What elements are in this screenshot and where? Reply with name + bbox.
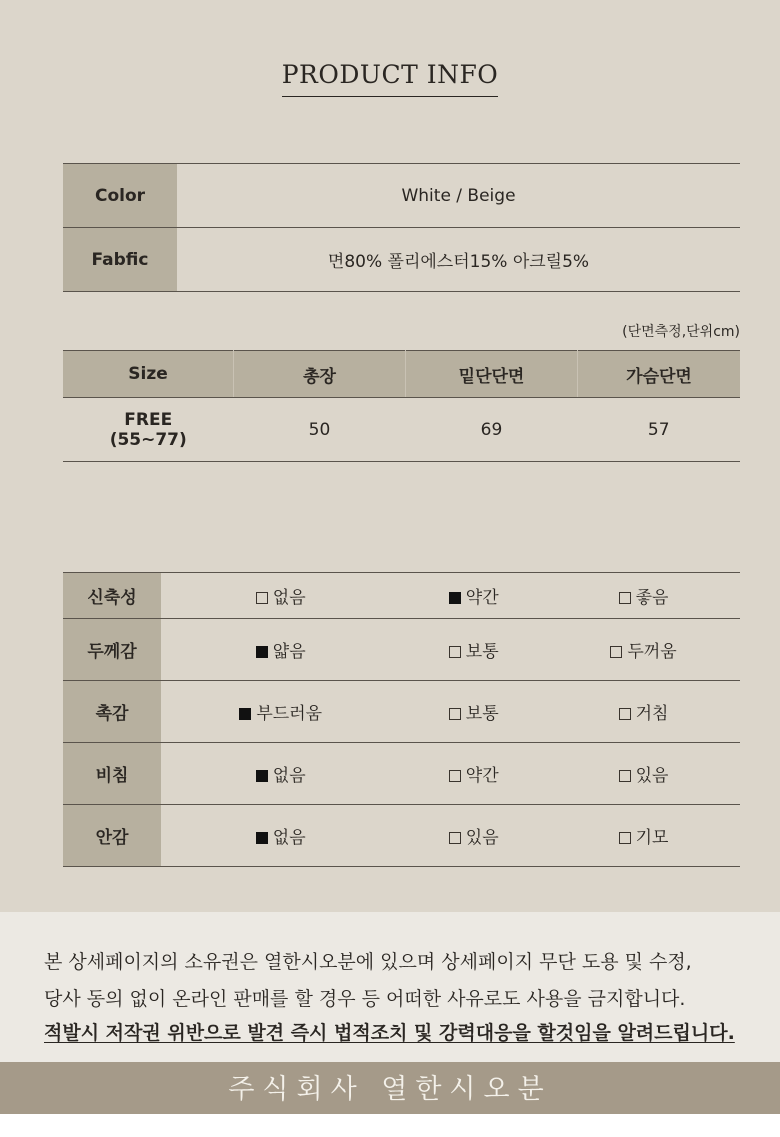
attribute-option [161,573,400,619]
unchecked-box-icon [619,832,631,844]
attribute-option-label: 부드러움 [256,704,323,724]
hem-header: 밑단단면 [406,351,578,398]
unit-note: (단면측정,단위cm) [622,324,740,340]
company-name: 주식회사 열한시오분 [228,1074,552,1105]
total-length-header: 총장 [234,351,406,398]
unchecked-box-icon [619,592,631,604]
unchecked-box-icon [449,708,461,720]
attribute-option [400,743,547,805]
attribute-option [400,681,547,743]
attribute-option [161,743,400,805]
notice-line-3: 적발시 저작권 위반으로 발견 즉시 법적조치 및 강력대응을 할것임을 알려드립니다. [44,1022,735,1044]
attribute-option-label: 있음 [635,766,669,786]
color-label: Color [63,164,177,228]
color-row [63,164,740,228]
attribute-option-label: 없음 [272,588,306,608]
attribute-option-label: 얇음 [272,642,306,662]
attribute-row [63,743,740,805]
attribute-label: 두께감 [63,619,161,681]
attribute-option-label: 없음 [272,828,306,848]
attribute-option-label: 있음 [465,828,499,848]
checked-box-icon [239,708,251,720]
attribute-option-label: 기모 [635,828,669,848]
attribute-label: 촉감 [63,681,161,743]
attribute-option [547,619,740,681]
chest-header: 가슴단면 [578,351,741,398]
attribute-label: 안감 [63,805,161,867]
size-header-row [63,351,740,398]
attribute-option [547,573,740,619]
notice-line-1: 본 상세페이지의 소유권은 열한시오분에 있으며 상세페이지 무단 도용 및 수정, [44,951,692,973]
unchecked-box-icon [449,832,461,844]
notice-line-2: 당사 동의 없이 온라인 판매를 할 경우 등 어떠한 사유로도 사용을 금지합니다. [44,988,686,1010]
attribute-label: 신축성 [63,573,161,619]
attribute-row [63,619,740,681]
unchecked-box-icon [610,646,622,658]
attribute-option [400,573,547,619]
unchecked-box-icon [449,770,461,782]
attribute-option-label: 보통 [465,704,499,724]
page-title: PRODUCT INFO [282,60,499,97]
attribute-option [547,681,740,743]
checked-box-icon [256,770,268,782]
fabric-value: 면80% 폴리에스터15% 아크릴5% [177,228,740,292]
attribute-option-label: 거침 [635,704,669,724]
info-table [63,163,740,292]
attribute-option-label: 보통 [465,642,499,662]
hem-value: 69 [406,398,578,462]
checked-box-icon [256,832,268,844]
attribute-option [161,805,400,867]
checked-box-icon [256,646,268,658]
attribute-option-label: 없음 [272,766,306,786]
fabric-row [63,228,740,292]
attribute-option-label: 좋음 [635,588,669,608]
checked-box-icon [449,592,461,604]
attribute-row [63,805,740,867]
size-name: FREE [124,409,173,430]
unchecked-box-icon [449,646,461,658]
size-row [63,398,740,462]
attribute-table [63,572,740,867]
size-range: (55~77) [109,429,187,450]
attribute-option-label: 약간 [465,766,499,786]
attribute-row [63,681,740,743]
unchecked-box-icon [256,592,268,604]
color-value: White / Beige [177,164,740,228]
unchecked-box-icon [619,708,631,720]
chest-value: 57 [578,398,741,462]
unchecked-box-icon [619,770,631,782]
attribute-option [161,619,400,681]
total-length-value: 50 [234,398,406,462]
attribute-option-label: 약간 [465,588,499,608]
copyright-notice [0,912,780,1062]
attribute-option [400,805,547,867]
attribute-label: 비침 [63,743,161,805]
attribute-row [63,573,740,619]
attribute-option-label: 두꺼움 [627,642,677,662]
attribute-option [161,681,400,743]
attribute-option [400,619,547,681]
size-table [63,350,740,462]
company-footer [0,1062,780,1114]
size-value [63,398,234,462]
attribute-option [547,743,740,805]
fabric-label: Fabfic [63,228,177,292]
attribute-option [547,805,740,867]
size-header: Size [63,351,234,398]
